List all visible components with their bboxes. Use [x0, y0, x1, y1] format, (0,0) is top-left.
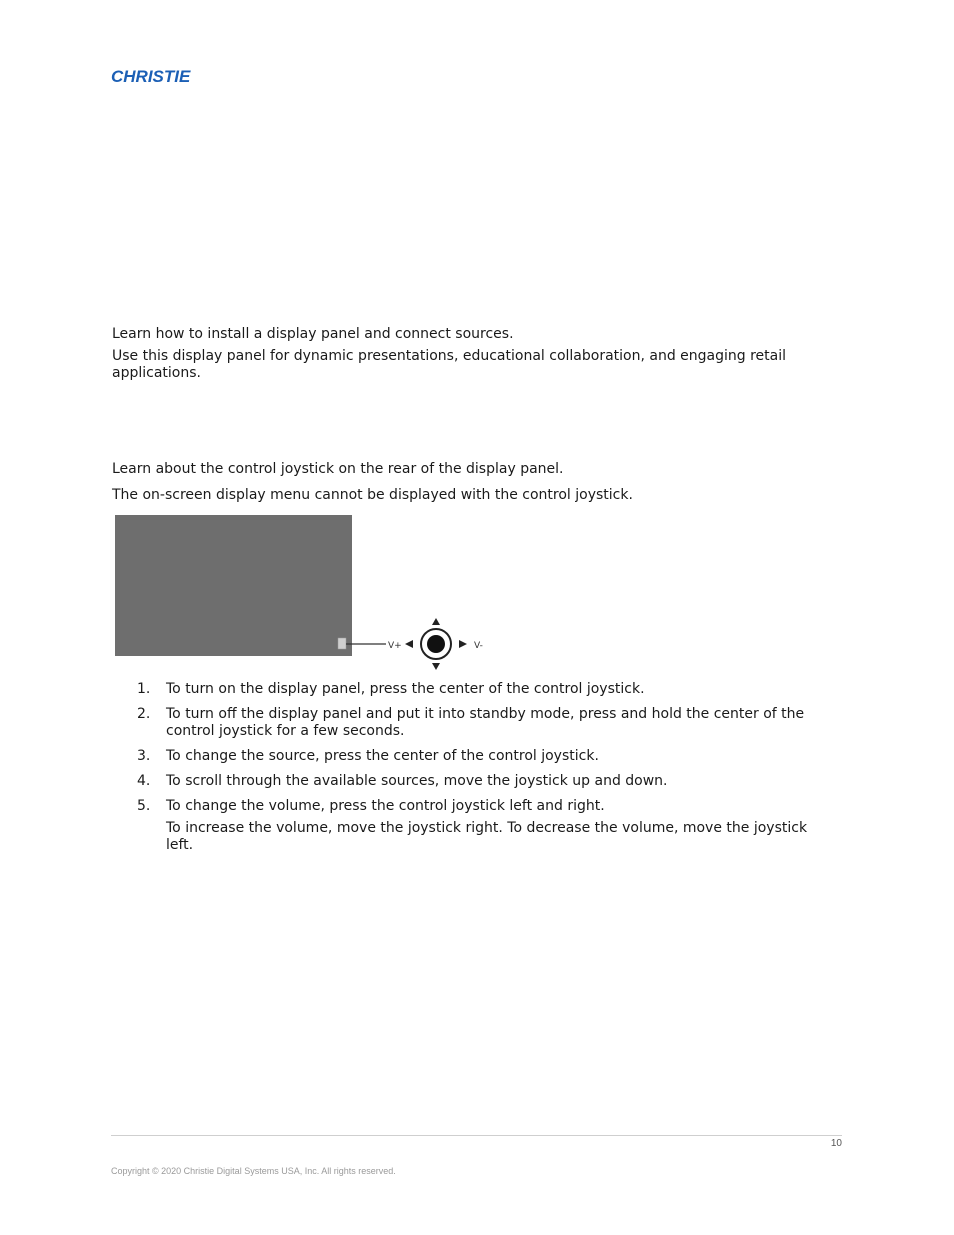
step-number: 4. [137, 773, 151, 789]
intro-text: Learn how to install a display panel and connect sources. [112, 326, 514, 342]
joystick-center-icon [427, 635, 445, 653]
volume-up-label: V+ [388, 641, 402, 651]
christie-logo [111, 66, 221, 88]
step-5 [112, 798, 832, 854]
step-4 [112, 773, 832, 790]
step-number: 3. [137, 748, 151, 764]
step-5-detail: To increase the volume, move the joystick right. To decrease the volume, move the joystick left. [166, 820, 808, 853]
right-arrow-icon [459, 640, 467, 648]
step-text: To scroll through the available sources, move the joystick up and down. [166, 773, 668, 789]
step-number: 5. [137, 798, 151, 814]
joystick-location-marker [338, 638, 346, 649]
step-3 [112, 748, 832, 765]
joystick-note: The on-screen display menu cannot be displayed with the control joystick. [112, 487, 633, 503]
intro-description: Use this display panel for dynamic presentations, educational collaboration, and engaging retail applications. [112, 348, 787, 381]
joystick-figure [112, 511, 492, 673]
step-text: To change the source, press the center of the control joystick. [166, 748, 599, 764]
joystick-intro: Learn about the control joystick on the rear of the display panel. [112, 461, 564, 477]
page-number: 10 [830, 1138, 842, 1149]
step-text: To turn on the display panel, press the center of the control joystick. [166, 681, 645, 697]
volume-down-label: V- [474, 641, 483, 651]
step-number: 2. [137, 706, 151, 722]
logo-text: CHRISTIE [111, 67, 191, 86]
left-arrow-icon [405, 640, 413, 648]
footer-divider [111, 1135, 842, 1136]
up-arrow-icon [432, 618, 440, 625]
down-arrow-icon [432, 663, 440, 670]
copyright-text: Copyright © 2020 Christie Digital Systems USA, Inc. All rights reserved. [111, 1166, 396, 1176]
display-panel-rear [115, 515, 352, 656]
step-2 [112, 706, 832, 740]
step-1 [112, 681, 832, 698]
step-text: To change the volume, press the control joystick left and right. [166, 798, 605, 814]
joystick-steps [112, 681, 832, 854]
step-number: 1. [137, 681, 151, 697]
step-text: To turn off the display panel and put it into standby mode, press and hold the center of the control joystick for a few seconds. [166, 706, 805, 739]
